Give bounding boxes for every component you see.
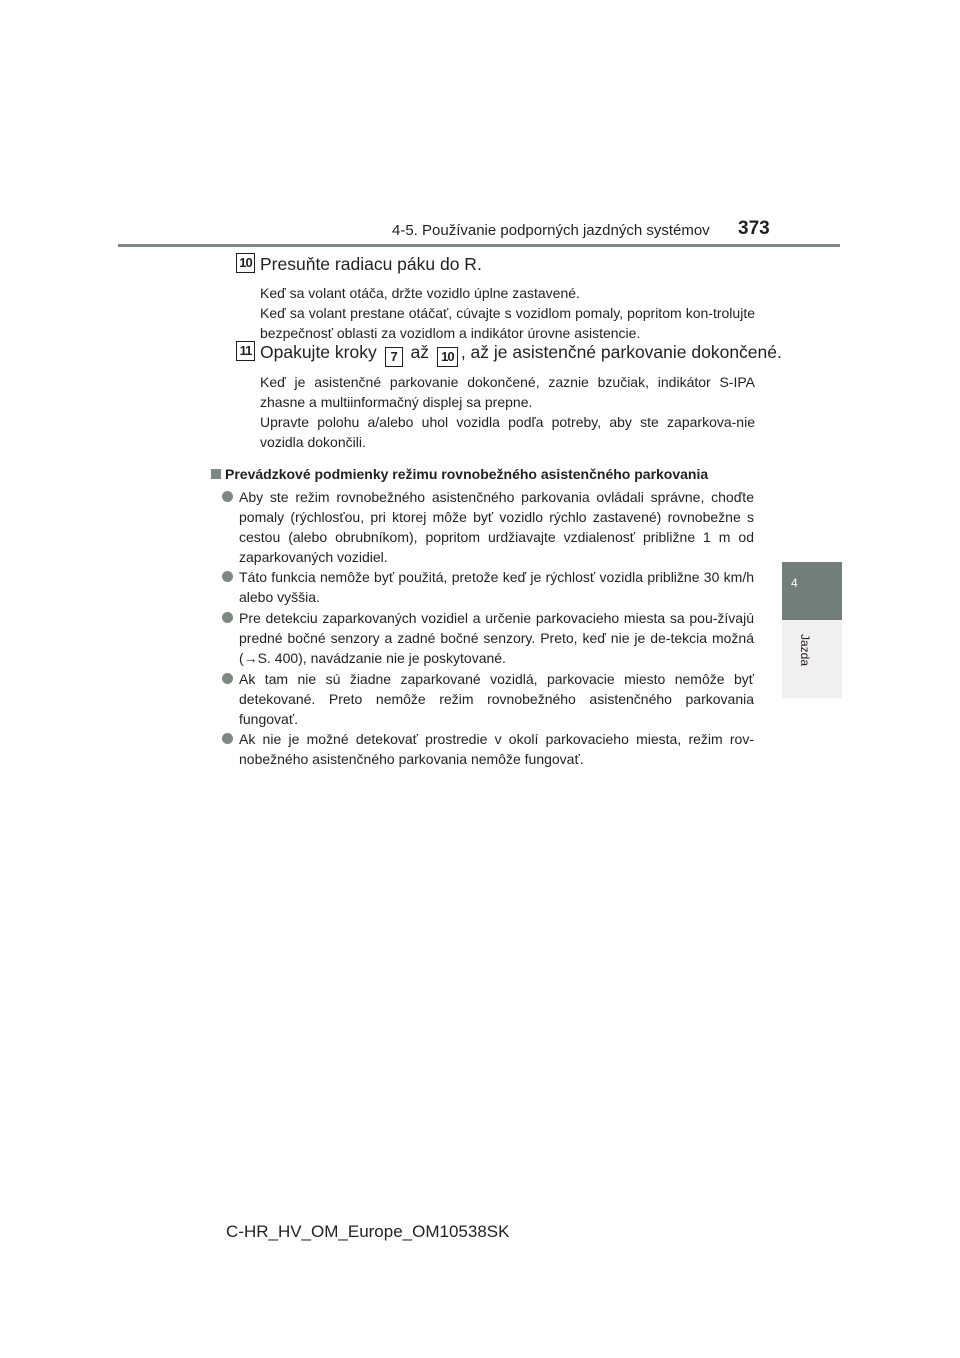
step-paragraph: Keď sa volant otáča, držte vozidlo úplne zastavené. <box>260 285 580 301</box>
step-number-badge: 10 <box>236 253 255 273</box>
list-item-text: Táto funkcia nemôže byť použitá, pretože keď je rýchlosť vozidla približne 30 km/h alebo vyššia. <box>239 569 754 605</box>
square-bullet-icon <box>211 469 221 479</box>
bullet-dot-icon <box>222 571 233 582</box>
document-id: C-HR_HV_OM_Europe_OM10538SK <box>226 1222 510 1241</box>
list-item <box>222 669 754 729</box>
step-number-badge: 11 <box>236 341 255 361</box>
list-item-text: Ak tam nie sú žiadne zaparkované vozidlá, parkovacie miesto nemôže byť detekované. Preto nemôže režim rovnobežného asistenčného parkovania fungovať. <box>239 671 754 727</box>
chapter-label-strip <box>782 620 842 698</box>
step-reference-badge: 7 <box>385 347 403 367</box>
header-divider <box>118 244 840 247</box>
list-item <box>222 729 754 769</box>
chapter-number: 4 <box>791 576 798 590</box>
list-item <box>222 487 754 567</box>
step-heading <box>260 342 782 367</box>
step-heading-text: , až je asistenčné parkovanie dokončené. <box>460 342 782 362</box>
bullet-dot-icon <box>222 733 233 744</box>
page-number: 373 <box>738 218 770 239</box>
section-title <box>211 466 708 482</box>
bullet-dot-icon <box>222 612 233 623</box>
chapter-tab <box>782 562 842 620</box>
list-item <box>222 608 754 668</box>
step-heading-text: až <box>410 342 429 362</box>
bullet-dot-icon <box>222 491 233 502</box>
list-item-text: Ak nie je možné detekovať prostredie v okolí parkovacieho miesta, režim rov-nobežného asistenčného parkovania nemôže fungovať. <box>239 731 754 767</box>
list-item-text: Aby ste režim rovnobežného asistenčného parkovania ovládali správne, choďte pomaly (rýchlosťou, pri ktorej môže byť vozidlo rýchlo zastavené) rovnobežne s cestou (alebo obrubníkom), popritom urdžiavajte vzdialenosť približne 1 m od zaparkovaných vozidiel. <box>239 489 754 565</box>
section-title-text: Prevádzkové podmienky režimu rovnobežného asistenčného parkovania <box>225 466 709 482</box>
list-item <box>222 567 754 607</box>
list-item-text: Pre detekciu zaparkovaných vozidiel a určenie parkovacieho miesta sa pou-žívajú predné bočné senzory a zadné bočné senzory. Preto, keď nie je de-tekcia možná (→S. 400), navádzanie nie je poskytované. <box>239 610 754 666</box>
bullet-dot-icon <box>222 673 233 684</box>
chapter-label: Jazda <box>798 634 812 667</box>
step-paragraph: Upravte polohu a/alebo uhol vozidla podľa potreby, aby ste zaparkova-nie vozidla dokončili. <box>260 414 755 450</box>
step-heading: Presuňte radiacu páku do R. <box>260 254 482 274</box>
section-header-title: 4-5. Používanie podporných jazdných systémov <box>392 222 710 239</box>
step-paragraph: Keď sa volant prestane otáčať, cúvajte s vozidlom pomaly, popritom kon-trolujte bezpečnosť oblasti za vozidlom a indikátor úrovne asistencie. <box>260 305 755 341</box>
step-reference-badge: 10 <box>437 347 458 367</box>
step-paragraph: Keď je asistenčné parkovanie dokončené, zaznie bzučiak, indikátor S-IPA zhasne a multiinformačný displej sa prepne. <box>260 374 755 410</box>
step-heading-text: Opakujte kroky <box>260 342 377 362</box>
